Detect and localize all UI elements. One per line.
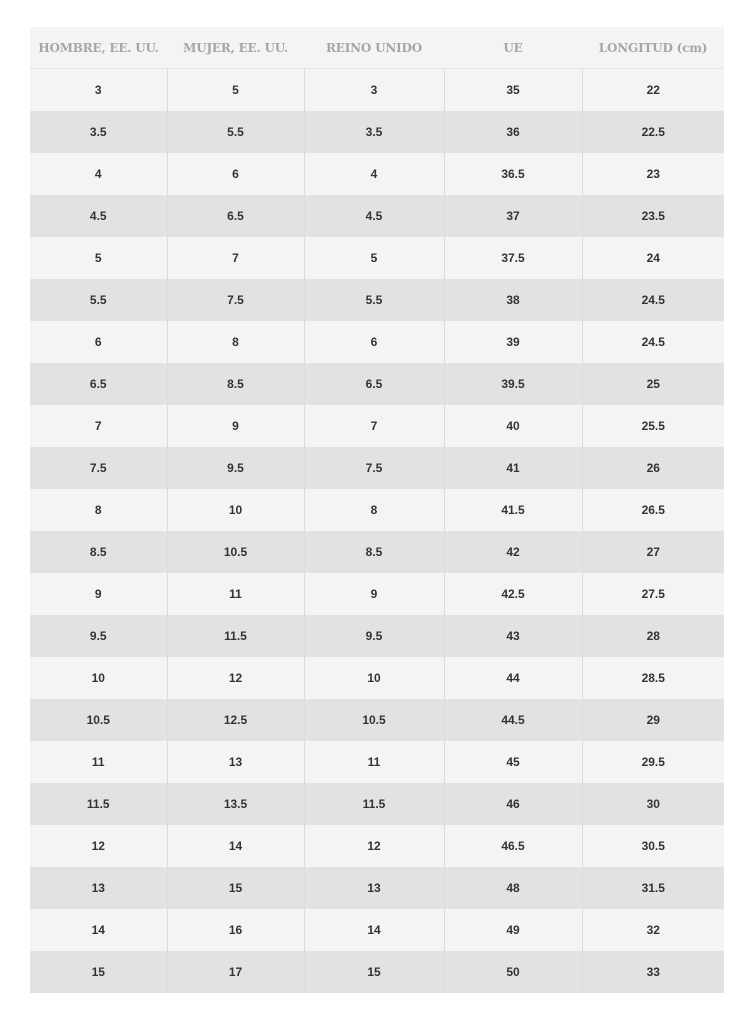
cell-uk: 9.5 <box>304 615 444 657</box>
cell-length-cm: 32 <box>582 909 724 951</box>
cell-eu: 39.5 <box>444 363 582 405</box>
cell-women-us: 12.5 <box>167 699 304 741</box>
cell-length-cm: 24.5 <box>582 279 724 321</box>
cell-length-cm: 27.5 <box>582 573 724 615</box>
cell-uk: 4.5 <box>304 195 444 237</box>
cell-eu: 39 <box>444 321 582 363</box>
cell-women-us: 11.5 <box>167 615 304 657</box>
table-row <box>30 237 724 279</box>
cell-uk: 4 <box>304 153 444 195</box>
cell-uk: 6 <box>304 321 444 363</box>
cell-eu: 43 <box>444 615 582 657</box>
table-row <box>30 279 724 321</box>
table-row <box>30 951 724 993</box>
table-row <box>30 363 724 405</box>
cell-eu: 42 <box>444 531 582 573</box>
table-row <box>30 615 724 657</box>
cell-length-cm: 29 <box>582 699 724 741</box>
cell-eu: 46 <box>444 783 582 825</box>
cell-length-cm: 26.5 <box>582 489 724 531</box>
cell-length-cm: 27 <box>582 531 724 573</box>
cell-eu: 48 <box>444 867 582 909</box>
table-row <box>30 195 724 237</box>
cell-eu: 36.5 <box>444 153 582 195</box>
cell-men-us: 14 <box>30 909 167 951</box>
cell-women-us: 5 <box>167 69 304 112</box>
cell-eu: 46.5 <box>444 825 582 867</box>
cell-men-us: 4.5 <box>30 195 167 237</box>
cell-men-us: 3.5 <box>30 111 167 153</box>
cell-length-cm: 30 <box>582 783 724 825</box>
cell-men-us: 9.5 <box>30 615 167 657</box>
cell-uk: 11.5 <box>304 783 444 825</box>
cell-men-us: 11 <box>30 741 167 783</box>
cell-eu: 44.5 <box>444 699 582 741</box>
cell-uk: 3.5 <box>304 111 444 153</box>
cell-men-us: 11.5 <box>30 783 167 825</box>
table-row <box>30 69 724 112</box>
cell-women-us: 5.5 <box>167 111 304 153</box>
cell-uk: 6.5 <box>304 363 444 405</box>
cell-women-us: 8 <box>167 321 304 363</box>
cell-uk: 5 <box>304 237 444 279</box>
table-body <box>30 69 724 994</box>
cell-men-us: 12 <box>30 825 167 867</box>
cell-uk: 15 <box>304 951 444 993</box>
header-women-us: MUJER, EE. UU. <box>167 27 304 69</box>
cell-women-us: 12 <box>167 657 304 699</box>
cell-women-us: 13.5 <box>167 783 304 825</box>
cell-men-us: 10 <box>30 657 167 699</box>
table-row <box>30 699 724 741</box>
cell-uk: 11 <box>304 741 444 783</box>
cell-uk: 10 <box>304 657 444 699</box>
cell-men-us: 7.5 <box>30 447 167 489</box>
table-header <box>30 27 724 69</box>
cell-men-us: 8.5 <box>30 531 167 573</box>
cell-women-us: 16 <box>167 909 304 951</box>
cell-men-us: 5.5 <box>30 279 167 321</box>
size-chart <box>30 27 724 993</box>
table-row <box>30 825 724 867</box>
cell-women-us: 11 <box>167 573 304 615</box>
cell-length-cm: 24 <box>582 237 724 279</box>
cell-uk: 13 <box>304 867 444 909</box>
cell-men-us: 6 <box>30 321 167 363</box>
cell-men-us: 3 <box>30 69 167 112</box>
cell-women-us: 9 <box>167 405 304 447</box>
cell-men-us: 5 <box>30 237 167 279</box>
table-row <box>30 657 724 699</box>
cell-eu: 35 <box>444 69 582 112</box>
cell-eu: 42.5 <box>444 573 582 615</box>
cell-women-us: 9.5 <box>167 447 304 489</box>
cell-men-us: 15 <box>30 951 167 993</box>
header-men-us: HOMBRE, EE. UU. <box>30 27 167 69</box>
cell-men-us: 6.5 <box>30 363 167 405</box>
table-row <box>30 867 724 909</box>
cell-eu: 49 <box>444 909 582 951</box>
cell-eu: 38 <box>444 279 582 321</box>
cell-men-us: 10.5 <box>30 699 167 741</box>
cell-eu: 40 <box>444 405 582 447</box>
cell-women-us: 8.5 <box>167 363 304 405</box>
cell-length-cm: 33 <box>582 951 724 993</box>
table-row <box>30 111 724 153</box>
table-row <box>30 783 724 825</box>
cell-length-cm: 31.5 <box>582 867 724 909</box>
cell-women-us: 10.5 <box>167 531 304 573</box>
header-eu: UE <box>444 27 582 69</box>
cell-uk: 10.5 <box>304 699 444 741</box>
cell-length-cm: 26 <box>582 447 724 489</box>
cell-length-cm: 28.5 <box>582 657 724 699</box>
cell-women-us: 17 <box>167 951 304 993</box>
cell-length-cm: 28 <box>582 615 724 657</box>
cell-eu: 50 <box>444 951 582 993</box>
cell-eu: 45 <box>444 741 582 783</box>
cell-uk: 8.5 <box>304 531 444 573</box>
cell-uk: 14 <box>304 909 444 951</box>
cell-length-cm: 22.5 <box>582 111 724 153</box>
cell-women-us: 14 <box>167 825 304 867</box>
cell-eu: 37.5 <box>444 237 582 279</box>
table-row <box>30 321 724 363</box>
table-row <box>30 447 724 489</box>
header-length-cm: LONGITUD (cm) <box>582 27 724 69</box>
table-row <box>30 909 724 951</box>
table-row <box>30 153 724 195</box>
cell-men-us: 7 <box>30 405 167 447</box>
cell-men-us: 13 <box>30 867 167 909</box>
table-row <box>30 741 724 783</box>
cell-uk: 9 <box>304 573 444 615</box>
cell-women-us: 6.5 <box>167 195 304 237</box>
cell-uk: 7 <box>304 405 444 447</box>
header-uk: REINO UNIDO <box>304 27 444 69</box>
cell-length-cm: 23.5 <box>582 195 724 237</box>
cell-men-us: 9 <box>30 573 167 615</box>
cell-length-cm: 23 <box>582 153 724 195</box>
cell-length-cm: 25 <box>582 363 724 405</box>
cell-eu: 41.5 <box>444 489 582 531</box>
cell-length-cm: 22 <box>582 69 724 112</box>
cell-eu: 36 <box>444 111 582 153</box>
cell-women-us: 7.5 <box>167 279 304 321</box>
cell-uk: 8 <box>304 489 444 531</box>
cell-length-cm: 25.5 <box>582 405 724 447</box>
cell-eu: 37 <box>444 195 582 237</box>
cell-uk: 7.5 <box>304 447 444 489</box>
cell-women-us: 7 <box>167 237 304 279</box>
table-row <box>30 531 724 573</box>
size-conversion-table <box>30 27 724 993</box>
cell-men-us: 8 <box>30 489 167 531</box>
cell-eu: 44 <box>444 657 582 699</box>
cell-uk: 5.5 <box>304 279 444 321</box>
cell-women-us: 10 <box>167 489 304 531</box>
table-row <box>30 489 724 531</box>
cell-uk: 12 <box>304 825 444 867</box>
cell-women-us: 13 <box>167 741 304 783</box>
cell-women-us: 6 <box>167 153 304 195</box>
cell-length-cm: 24.5 <box>582 321 724 363</box>
cell-men-us: 4 <box>30 153 167 195</box>
cell-length-cm: 30.5 <box>582 825 724 867</box>
cell-eu: 41 <box>444 447 582 489</box>
cell-women-us: 15 <box>167 867 304 909</box>
table-row <box>30 405 724 447</box>
header-row <box>30 27 724 69</box>
table-row <box>30 573 724 615</box>
cell-length-cm: 29.5 <box>582 741 724 783</box>
cell-uk: 3 <box>304 69 444 112</box>
